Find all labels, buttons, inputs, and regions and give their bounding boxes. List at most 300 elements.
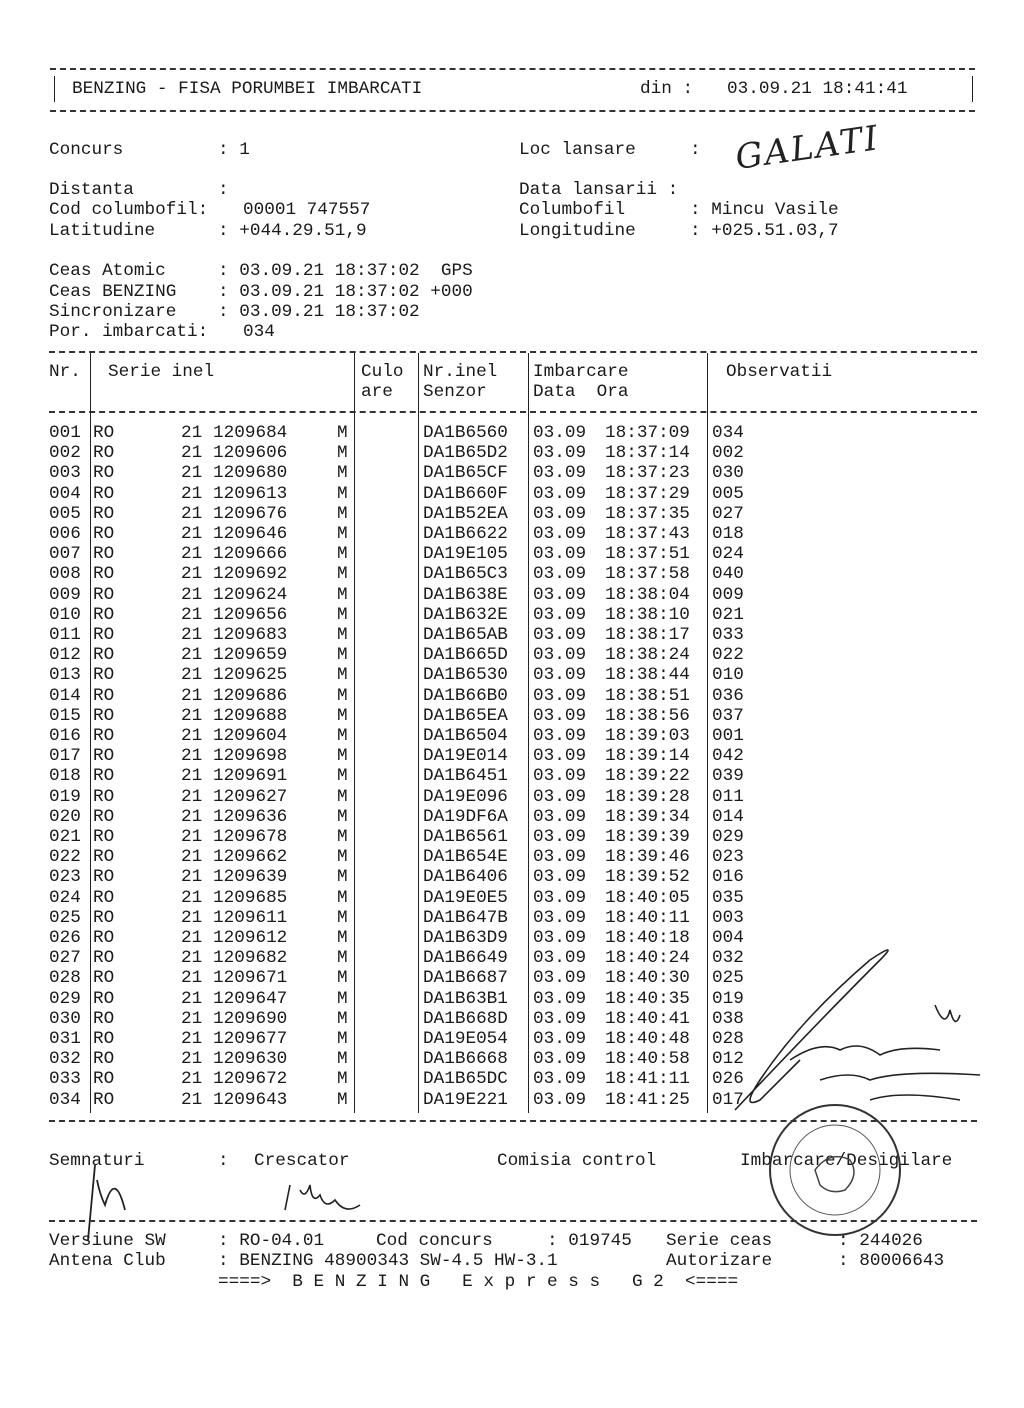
row-ring: 1209666 <box>213 544 288 565</box>
concurs-label: Concurs <box>49 140 124 160</box>
row-year: 21 <box>181 766 203 787</box>
row-sensor: DA1B660F <box>423 483 508 504</box>
document-title: BENZING - FISA PORUMBEI IMBARCATI <box>72 79 423 99</box>
row-sensor: DA1B65AB <box>423 625 508 645</box>
row-nr: 007 <box>49 544 81 565</box>
row-ring: 1209625 <box>213 665 288 686</box>
row-sensor: DA1B654E <box>423 847 508 868</box>
row-time: 18:37:09 <box>605 423 690 443</box>
row-nr: 002 <box>49 443 81 464</box>
row-time: 18:37:23 <box>605 463 690 484</box>
serie-ceas-value: : 244026 <box>838 1231 923 1251</box>
row-time: 18:38:24 <box>605 645 690 666</box>
row-obs: 016 <box>712 867 744 888</box>
row-year: 21 <box>181 584 203 605</box>
row-country: RO <box>93 625 115 645</box>
row-date: 03.09 <box>533 867 587 888</box>
row-time: 18:39:28 <box>605 786 690 807</box>
row-year: 21 <box>181 503 203 524</box>
row-year: 21 <box>181 968 203 989</box>
row-nr: 022 <box>49 847 81 868</box>
row-country: RO <box>93 604 115 625</box>
row-obs: 004 <box>712 928 744 948</box>
row-date: 03.09 <box>533 604 587 625</box>
row-obs: 012 <box>712 1049 744 1070</box>
row-time: 18:38:17 <box>605 625 690 645</box>
row-date: 03.09 <box>533 625 587 645</box>
row-obs: 032 <box>712 948 744 969</box>
row-date: 03.09 <box>533 503 587 524</box>
row-sensor: DA19E221 <box>423 1089 508 1110</box>
footer-rule <box>49 1220 977 1222</box>
row-obs: 003 <box>712 907 744 928</box>
row-country: RO <box>93 887 115 908</box>
row-time: 18:37:51 <box>605 544 690 565</box>
row-year: 21 <box>181 423 203 443</box>
row-year: 21 <box>181 948 203 969</box>
row-year: 21 <box>181 524 203 544</box>
row-obs: 002 <box>712 443 744 464</box>
row-ring: 1209685 <box>213 887 288 908</box>
row-obs: 026 <box>712 1069 744 1090</box>
row-nr: 024 <box>49 887 81 908</box>
row-year: 21 <box>181 463 203 484</box>
row-sex: M <box>337 1069 348 1090</box>
row-ring: 1209691 <box>213 766 288 787</box>
col-header-observatii: Observatii <box>726 362 833 382</box>
row-nr: 021 <box>49 827 81 847</box>
row-date: 03.09 <box>533 887 587 908</box>
row-country: RO <box>93 463 115 484</box>
columbofil-value: : Mincu Vasile <box>690 200 839 220</box>
row-nr: 034 <box>49 1089 81 1110</box>
row-date: 03.09 <box>533 564 587 585</box>
row-year: 21 <box>181 726 203 746</box>
loc-lansare-sep: : <box>690 140 701 160</box>
row-country: RO <box>93 645 115 666</box>
row-date: 03.09 <box>533 463 587 484</box>
comisia-control-label: Comisia control <box>497 1151 657 1171</box>
row-sensor: DA19E014 <box>423 746 508 767</box>
row-sex: M <box>337 483 348 504</box>
row-time: 18:40:58 <box>605 1049 690 1070</box>
antena-club-label: Antena Club <box>49 1251 166 1271</box>
row-obs: 021 <box>712 604 744 625</box>
row-year: 21 <box>181 907 203 928</box>
row-year: 21 <box>181 847 203 868</box>
row-ring: 1209688 <box>213 705 288 726</box>
row-sensor: DA1B665D <box>423 645 508 666</box>
row-ring: 1209656 <box>213 604 288 625</box>
row-country: RO <box>93 665 115 686</box>
row-year: 21 <box>181 665 203 686</box>
row-date: 03.09 <box>533 544 587 565</box>
row-ring: 1209627 <box>213 786 288 807</box>
row-nr: 029 <box>49 988 81 1009</box>
row-country: RO <box>93 726 115 746</box>
row-sex: M <box>337 584 348 605</box>
row-time: 18:38:44 <box>605 665 690 686</box>
row-date: 03.09 <box>533 1089 587 1110</box>
row-ring: 1209686 <box>213 685 288 706</box>
row-country: RO <box>93 1029 115 1049</box>
row-ring: 1209647 <box>213 988 288 1009</box>
row-year: 21 <box>181 443 203 464</box>
row-sex: M <box>337 705 348 726</box>
autorizare-label: Autorizare <box>666 1251 773 1271</box>
row-time: 18:40:48 <box>605 1029 690 1049</box>
din-value: 03.09.21 18:41:41 <box>727 79 908 99</box>
row-time: 18:39:03 <box>605 726 690 746</box>
row-obs: 009 <box>712 584 744 605</box>
row-time: 18:40:11 <box>605 907 690 928</box>
row-nr: 010 <box>49 604 81 625</box>
row-country: RO <box>93 564 115 585</box>
row-sex: M <box>337 887 348 908</box>
loc-lansare-handwritten: GALATI <box>732 118 883 178</box>
col-header-imbarcare-1: Imbarcare <box>533 362 629 382</box>
row-sex: M <box>337 867 348 888</box>
row-nr: 005 <box>49 503 81 524</box>
row-country: RO <box>93 1049 115 1070</box>
row-sensor: DA1B6561 <box>423 827 508 847</box>
row-date: 03.09 <box>533 1069 587 1090</box>
row-sensor: DA1B6649 <box>423 948 508 969</box>
row-sex: M <box>337 766 348 787</box>
row-obs: 037 <box>712 705 744 726</box>
row-date: 03.09 <box>533 948 587 969</box>
row-country: RO <box>93 1069 115 1090</box>
row-nr: 030 <box>49 1008 81 1029</box>
row-time: 18:39:46 <box>605 847 690 868</box>
row-date: 03.09 <box>533 645 587 666</box>
row-sex: M <box>337 726 348 746</box>
row-sensor: DA1B52EA <box>423 503 508 524</box>
row-date: 03.09 <box>533 705 587 726</box>
row-ring: 1209659 <box>213 645 288 666</box>
row-ring: 1209698 <box>213 746 288 767</box>
row-obs: 019 <box>712 988 744 1009</box>
row-sex: M <box>337 1008 348 1029</box>
row-country: RO <box>93 766 115 787</box>
row-ring: 1209678 <box>213 827 288 847</box>
row-country: RO <box>93 867 115 888</box>
row-country: RO <box>93 423 115 443</box>
row-time: 18:40:35 <box>605 988 690 1009</box>
row-date: 03.09 <box>533 1008 587 1029</box>
semnaturi-label: Semnaturi <box>49 1151 145 1171</box>
row-sex: M <box>337 948 348 969</box>
row-nr: 014 <box>49 685 81 706</box>
row-obs: 024 <box>712 544 744 565</box>
row-year: 21 <box>181 604 203 625</box>
row-country: RO <box>93 988 115 1009</box>
sincronizare-label: Sincronizare <box>49 302 177 322</box>
row-sex: M <box>337 645 348 666</box>
row-nr: 023 <box>49 867 81 888</box>
row-time: 18:37:35 <box>605 503 690 524</box>
ceas-atomic-label: Ceas Atomic <box>49 261 166 281</box>
row-obs: 017 <box>712 1089 744 1110</box>
row-year: 21 <box>181 564 203 585</box>
row-country: RO <box>93 544 115 565</box>
row-time: 18:38:56 <box>605 705 690 726</box>
row-time: 18:40:24 <box>605 948 690 969</box>
row-year: 21 <box>181 685 203 706</box>
row-sensor: DA1B668D <box>423 1008 508 1029</box>
row-obs: 040 <box>712 564 744 585</box>
row-ring: 1209611 <box>213 907 288 928</box>
row-sex: M <box>337 827 348 847</box>
row-obs: 014 <box>712 806 744 827</box>
row-country: RO <box>93 1008 115 1029</box>
row-country: RO <box>93 584 115 605</box>
row-obs: 030 <box>712 463 744 484</box>
row-obs: 025 <box>712 968 744 989</box>
row-ring: 1209646 <box>213 524 288 544</box>
din-label: din : <box>640 79 694 99</box>
row-ring: 1209684 <box>213 423 288 443</box>
row-sensor: DA1B65EA <box>423 705 508 726</box>
cod-columbofil-value: 00001 747557 <box>243 200 371 220</box>
row-year: 21 <box>181 705 203 726</box>
row-ring: 1209662 <box>213 847 288 868</box>
col-header-culoare-1: Culo <box>361 362 404 382</box>
row-date: 03.09 <box>533 584 587 605</box>
row-sex: M <box>337 746 348 767</box>
row-nr: 025 <box>49 907 81 928</box>
row-ring: 1209676 <box>213 503 288 524</box>
row-year: 21 <box>181 1029 203 1049</box>
row-sensor: DA19E0E5 <box>423 887 508 908</box>
benzing-banner: ====> B E N Z I N G E x p r e s s G 2 <==== <box>218 1272 739 1292</box>
ceas-benzing-value: : 03.09.21 18:37:02 +000 <box>218 282 473 302</box>
row-country: RO <box>93 907 115 928</box>
row-sensor: DA1B6451 <box>423 766 508 787</box>
porumbei-imbarcati-label: Por. imbarcati: <box>49 322 209 342</box>
row-sensor: DA19E096 <box>423 786 508 807</box>
row-ring: 1209683 <box>213 625 288 645</box>
row-nr: 017 <box>49 746 81 767</box>
row-sensor: DA1B65C3 <box>423 564 508 585</box>
col-header-nrinel-2: Senzor <box>423 382 487 402</box>
row-obs: 022 <box>712 645 744 666</box>
row-country: RO <box>93 524 115 544</box>
row-time: 18:37:14 <box>605 443 690 464</box>
autorizare-value: : 80006643 <box>838 1251 945 1271</box>
row-sensor: DA1B6406 <box>423 867 508 888</box>
row-obs: 033 <box>712 625 744 645</box>
row-date: 03.09 <box>533 988 587 1009</box>
row-sensor: DA1B6560 <box>423 423 508 443</box>
row-nr: 009 <box>49 584 81 605</box>
row-year: 21 <box>181 1089 203 1110</box>
col-header-culoare-2: are <box>361 382 393 402</box>
col-header-nrinel-1: Nr.inel <box>423 362 498 382</box>
row-obs: 036 <box>712 685 744 706</box>
row-time: 18:37:58 <box>605 564 690 585</box>
row-nr: 031 <box>49 1029 81 1049</box>
row-ring: 1209636 <box>213 806 288 827</box>
versiune-value: : RO-04.01 <box>218 1231 325 1251</box>
col-header-imbarcare-2: Data Ora <box>533 382 629 402</box>
row-obs: 023 <box>712 847 744 868</box>
row-nr: 011 <box>49 625 81 645</box>
row-sensor: DA19E054 <box>423 1029 508 1049</box>
row-ring: 1209639 <box>213 867 288 888</box>
row-sex: M <box>337 907 348 928</box>
row-year: 21 <box>181 625 203 645</box>
row-obs: 029 <box>712 827 744 847</box>
row-obs: 028 <box>712 1029 744 1049</box>
row-obs: 010 <box>712 665 744 686</box>
row-ring: 1209671 <box>213 968 288 989</box>
porumbei-imbarcati-value: 034 <box>243 322 275 342</box>
row-date: 03.09 <box>533 1049 587 1070</box>
row-obs: 005 <box>712 483 744 504</box>
row-country: RO <box>93 705 115 726</box>
row-nr: 008 <box>49 564 81 585</box>
row-nr: 033 <box>49 1069 81 1090</box>
concurs-value: : 1 <box>218 140 250 160</box>
row-nr: 032 <box>49 1049 81 1070</box>
row-sex: M <box>337 847 348 868</box>
row-year: 21 <box>181 1069 203 1090</box>
columbofil-label: Columbofil <box>519 200 626 220</box>
row-nr: 006 <box>49 524 81 544</box>
row-time: 18:38:10 <box>605 604 690 625</box>
cod-columbofil-label: Cod columbofil: <box>49 200 209 220</box>
row-time: 18:39:22 <box>605 766 690 787</box>
row-date: 03.09 <box>533 746 587 767</box>
row-date: 03.09 <box>533 968 587 989</box>
row-year: 21 <box>181 786 203 807</box>
row-sensor: DA1B6504 <box>423 726 508 746</box>
row-sex: M <box>337 423 348 443</box>
row-country: RO <box>93 443 115 464</box>
row-time: 18:38:51 <box>605 685 690 706</box>
serie-ceas-label: Serie ceas <box>666 1231 773 1251</box>
latitudine-label: Latitudine <box>49 221 156 241</box>
row-ring: 1209692 <box>213 564 288 585</box>
row-sensor: DA1B65CF <box>423 463 508 484</box>
row-sensor: DA1B647B <box>423 907 508 928</box>
row-sex: M <box>337 604 348 625</box>
row-nr: 003 <box>49 463 81 484</box>
row-country: RO <box>93 806 115 827</box>
col-header-serie: Serie inel <box>108 362 215 382</box>
row-sensor: DA19E105 <box>423 544 508 565</box>
row-nr: 027 <box>49 948 81 969</box>
row-nr: 015 <box>49 705 81 726</box>
row-time: 18:39:52 <box>605 867 690 888</box>
row-time: 18:39:39 <box>605 827 690 847</box>
row-country: RO <box>93 786 115 807</box>
cod-concurs-label: Cod concurs <box>376 1231 493 1251</box>
col-header-nr: Nr. <box>49 362 81 382</box>
row-obs: 034 <box>712 423 744 443</box>
row-obs: 018 <box>712 524 744 544</box>
row-ring: 1209643 <box>213 1089 288 1110</box>
row-sex: M <box>337 786 348 807</box>
row-year: 21 <box>181 867 203 888</box>
row-ring: 1209690 <box>213 1008 288 1029</box>
row-sex: M <box>337 1049 348 1070</box>
row-country: RO <box>93 928 115 948</box>
longitudine-label: Longitudine <box>519 221 636 241</box>
row-nr: 001 <box>49 423 81 443</box>
row-ring: 1209677 <box>213 1029 288 1049</box>
row-sex: M <box>337 524 348 544</box>
row-sensor: DA1B6622 <box>423 524 508 544</box>
row-country: RO <box>93 948 115 969</box>
row-year: 21 <box>181 1008 203 1029</box>
row-time: 18:39:14 <box>605 746 690 767</box>
loc-lansare-label: Loc lansare <box>519 140 636 160</box>
row-year: 21 <box>181 483 203 504</box>
row-year: 21 <box>181 544 203 565</box>
imbarcare-desigilare-label: Imbarcare/Desigilare <box>740 1151 953 1171</box>
row-sex: M <box>337 544 348 565</box>
row-sensor: DA1B6687 <box>423 968 508 989</box>
row-nr: 020 <box>49 806 81 827</box>
longitudine-value: : +025.51.03,7 <box>690 221 839 241</box>
row-sex: M <box>337 928 348 948</box>
row-nr: 026 <box>49 928 81 948</box>
row-obs: 001 <box>712 726 744 746</box>
row-date: 03.09 <box>533 423 587 443</box>
row-year: 21 <box>181 827 203 847</box>
distanta-value: : <box>218 180 229 200</box>
row-date: 03.09 <box>533 685 587 706</box>
data-lansarii-label: Data lansarii : <box>519 180 679 200</box>
ceas-benzing-label: Ceas BENZING <box>49 282 177 302</box>
row-country: RO <box>93 483 115 504</box>
row-sensor: DA1B638E <box>423 584 508 605</box>
row-date: 03.09 <box>533 665 587 686</box>
row-time: 18:39:34 <box>605 806 690 827</box>
row-obs: 039 <box>712 766 744 787</box>
row-sensor: DA1B6530 <box>423 665 508 686</box>
row-time: 18:40:18 <box>605 928 690 948</box>
row-obs: 027 <box>712 503 744 524</box>
row-sensor: DA1B66B0 <box>423 685 508 706</box>
row-sex: M <box>337 443 348 464</box>
row-date: 03.09 <box>533 847 587 868</box>
cod-concurs-value: : 019745 <box>547 1231 632 1251</box>
row-sex: M <box>337 625 348 645</box>
row-country: RO <box>93 685 115 706</box>
semnaturi-sep: : <box>218 1151 229 1171</box>
row-date: 03.09 <box>533 806 587 827</box>
row-time: 18:41:11 <box>605 1069 690 1090</box>
row-ring: 1209682 <box>213 948 288 969</box>
row-country: RO <box>93 1089 115 1110</box>
row-sex: M <box>337 665 348 686</box>
crescator-label: Crescator <box>254 1151 350 1171</box>
latitudine-value: : +044.29.51,9 <box>218 221 367 241</box>
row-sensor: DA1B65D2 <box>423 443 508 464</box>
row-ring: 1209630 <box>213 1049 288 1070</box>
row-date: 03.09 <box>533 928 587 948</box>
row-country: RO <box>93 746 115 767</box>
row-obs: 038 <box>712 1008 744 1029</box>
row-ring: 1209606 <box>213 443 288 464</box>
row-date: 03.09 <box>533 827 587 847</box>
row-ring: 1209613 <box>213 483 288 504</box>
row-sex: M <box>337 968 348 989</box>
row-time: 18:37:43 <box>605 524 690 544</box>
